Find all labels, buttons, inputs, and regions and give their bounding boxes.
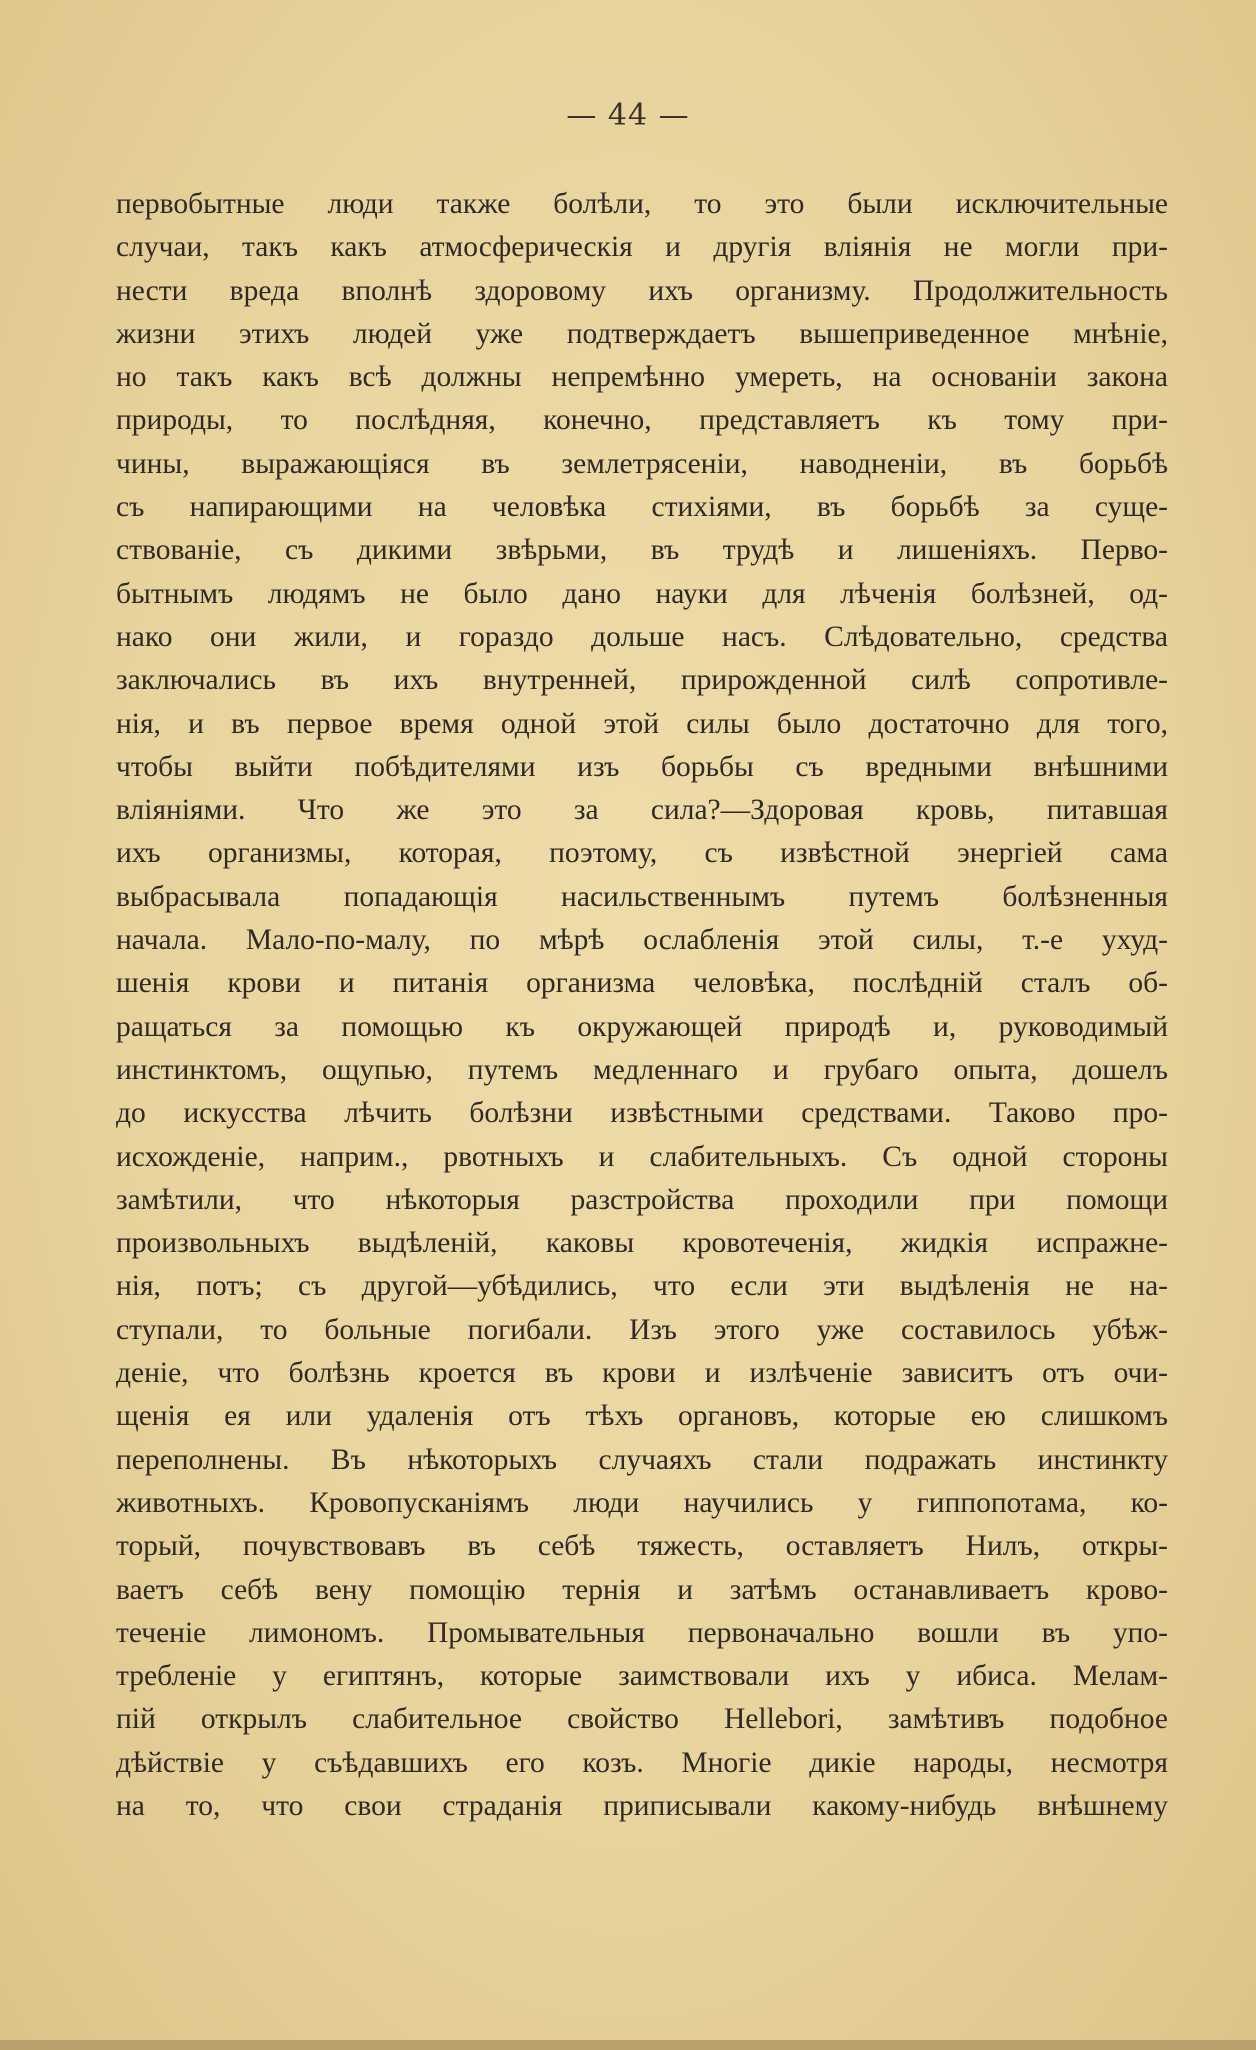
text-line: нако они жили, и гораздо дольше насъ. Слѣдовательно, средства: [116, 620, 1168, 653]
text-line: пій открылъ слабительное свойство Helleborі, замѣтивъ подобное: [116, 1703, 1168, 1736]
text-line: щенія ея или удаленія отъ тѣхъ органовъ, которые ею слишкомъ: [116, 1400, 1168, 1433]
text-line: деніе, что болѣзнь кроется въ крови и излѣченіе зависитъ отъ очи-: [116, 1357, 1168, 1390]
text-line: торый, почувствовавъ въ себѣ тяжесть, оставляетъ Нилъ, откры-: [116, 1530, 1168, 1563]
text-line: начала. Мало-по-малу, по мѣрѣ ослабленія этой силы, т.-е ухуд-: [116, 924, 1168, 957]
text-line: на то, что свои страданія приписывали какому-нибудь внѣшнему: [116, 1789, 1168, 1822]
text-line: первобытные люди также болѣли, то это были исключительные: [116, 188, 1168, 220]
text-line: ращаться за помощью къ окружающей природѣ и, руководимый: [116, 1010, 1168, 1043]
text-line: заключались въ ихъ внутренней, прирожденной силѣ сопротивле-: [116, 664, 1168, 697]
text-line: нія, и въ первое время одной этой силы было достаточно для того,: [116, 707, 1168, 740]
text-line: требленіе у египтянъ, которые заимствовали ихъ у ибиса. Мелам-: [116, 1660, 1168, 1693]
text-line: ступали, то больные погибали. Изъ этого уже составилось убѣж-: [116, 1313, 1168, 1346]
text-line: природы, то послѣдняя, конечно, представляетъ къ тому при-: [116, 404, 1168, 437]
text-line: ихъ организмы, которая, поэтому, съ извѣстной энергіей сама: [116, 837, 1168, 870]
text-line: теченіе лимономъ. Промывательныя первоначально вошли въ упо-: [116, 1616, 1168, 1649]
text-line: ваетъ себѣ вену помощію тернія и затѣмъ останавливаетъ крово-: [116, 1573, 1168, 1606]
text-line: до искусства лѣчить болѣзни извѣстными средствами. Таково про-: [116, 1097, 1168, 1130]
text-line: переполнены. Въ нѣкоторыхъ случаяхъ стали подражать инстинкту: [116, 1443, 1168, 1476]
text-line: инстинктомъ, ощупью, путемъ медленнаго и грубаго опыта, дошелъ: [116, 1053, 1168, 1086]
text-line: случаи, такъ какъ атмосферическія и другія вліянія не могли при-: [116, 231, 1168, 264]
text-line: ствованіе, съ дикими звѣрьми, въ трудѣ и лишеніяхъ. Перво-: [116, 534, 1168, 567]
page-number: — 44 —: [566, 98, 690, 133]
text-line: вліяніями. Что же это за сила?—Здоровая кровь, питавшая: [116, 794, 1168, 827]
text-line: но такъ какъ всѣ должны непремѣнно умереть, на основаніи закона: [116, 361, 1168, 394]
text-line: чтобы выйти побѣдителями изъ борьбы съ вредными внѣшними: [116, 750, 1168, 783]
text-line: бытнымъ людямъ не было дано науки для лѣченія болѣзней, од-: [116, 577, 1168, 610]
body-text: [116, 183, 1168, 1828]
text-line: жизни этихъ людей уже подтверждаетъ вышеприведенное мнѣніе,: [116, 317, 1168, 350]
text-line: исхожденіе, наприм., рвотныхъ и слабительныхъ. Съ одной стороны: [116, 1140, 1168, 1173]
text-line: животныхъ. Кровопусканіямъ люди научились у гиппопотама, ко-: [116, 1486, 1168, 1519]
text-line: съ напирающими на человѣка стихіями, въ борьбѣ за суще-: [116, 491, 1168, 524]
text-line: дѣйствіе у съѣдавшихъ его козъ. Многіе дикіе народы, несмотря: [116, 1746, 1168, 1779]
text-line: нія, потъ; съ другой—убѣдились, что если эти выдѣленія не на-: [116, 1270, 1168, 1303]
page-bottom-edge: [0, 2040, 1256, 2050]
text-line: выбрасывала попадающія насильственнымъ путемъ болѣзненныя: [116, 880, 1168, 913]
text-line: шенія крови и питанія организма человѣка, послѣдній сталъ об-: [116, 967, 1168, 1000]
text-line: нести вреда вполнѣ здоровому ихъ организму. Продолжительность: [116, 274, 1168, 307]
text-line: замѣтили, что нѣкоторыя разстройства проходили при помощи: [116, 1183, 1168, 1216]
text-line: чины, выражающіяся въ землетрясеніи, наводненіи, въ борьбѣ: [116, 447, 1168, 480]
text-line: произвольныхъ выдѣленій, каковы кровотеченія, жидкія испражне-: [116, 1227, 1168, 1260]
